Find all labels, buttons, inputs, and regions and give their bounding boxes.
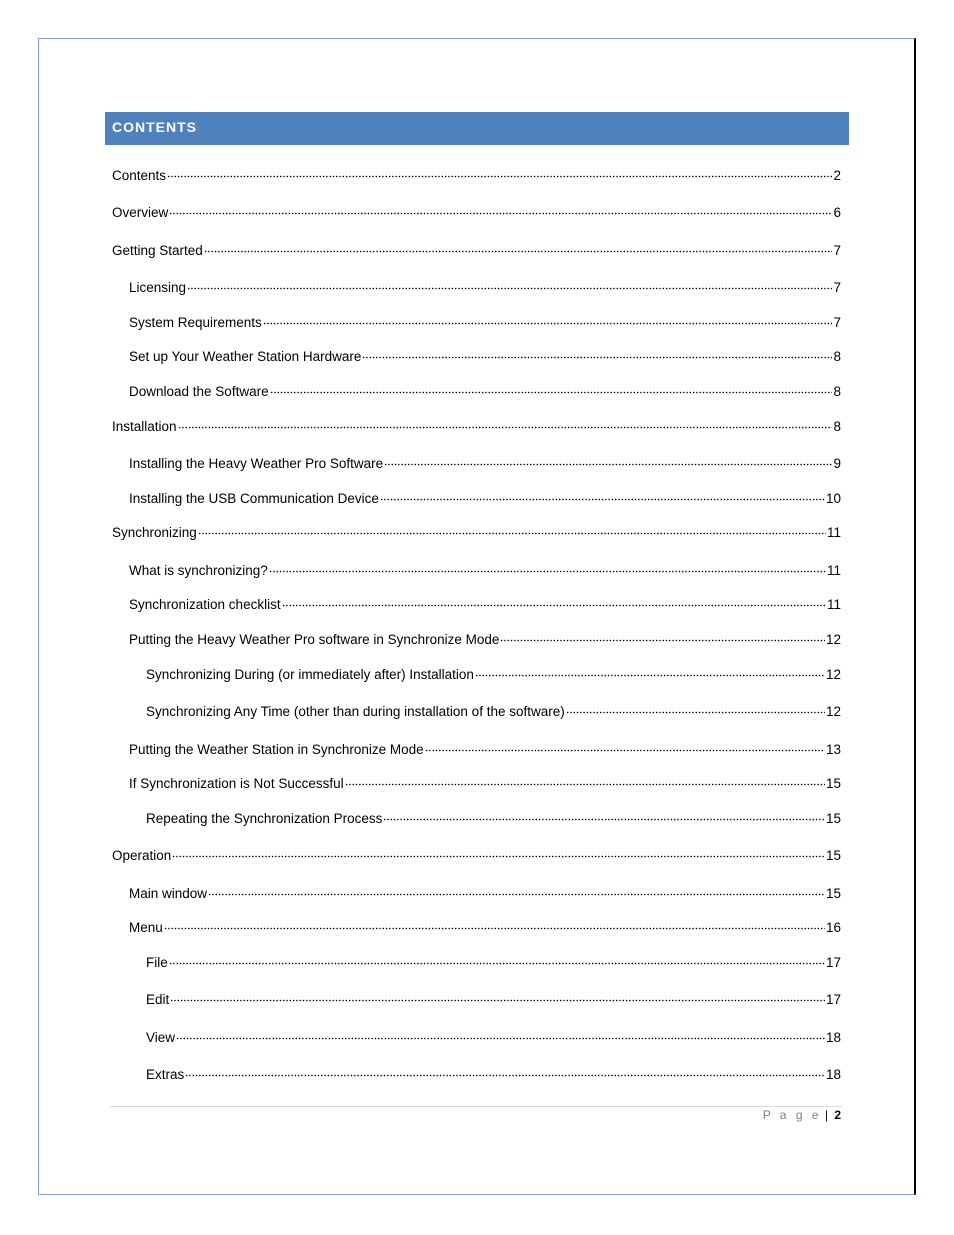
toc-entry-page-number: 11 bbox=[826, 563, 841, 578]
toc-entry[interactable] bbox=[146, 661, 841, 682]
toc-entry-page-number: 10 bbox=[825, 491, 841, 506]
toc-dot-leader bbox=[263, 309, 833, 327]
toc-entry[interactable] bbox=[129, 378, 841, 399]
toc-entry-title: Getting Started bbox=[112, 243, 203, 258]
toc-entry-page-number: 2 bbox=[833, 168, 841, 183]
toc-dot-leader bbox=[170, 986, 825, 1004]
toc-entry-page-number: 15 bbox=[825, 886, 841, 901]
toc-entry-title: Contents bbox=[112, 168, 167, 183]
footer-page-number: 2 bbox=[834, 1108, 841, 1122]
toc-dot-leader bbox=[198, 519, 826, 537]
toc-entry-page-number: 7 bbox=[833, 243, 841, 258]
toc-entry[interactable] bbox=[129, 274, 841, 295]
toc-entry[interactable] bbox=[129, 626, 841, 647]
toc-entry[interactable] bbox=[129, 557, 841, 578]
toc-entry[interactable] bbox=[129, 343, 841, 364]
toc-entry-title: Licensing bbox=[129, 280, 187, 295]
toc-entry[interactable] bbox=[129, 591, 841, 612]
contents-heading-bar bbox=[105, 112, 849, 145]
toc-entry-title: Synchronizing bbox=[112, 525, 197, 540]
toc-entry-page-number: 9 bbox=[833, 456, 841, 471]
toc-entry[interactable] bbox=[129, 309, 841, 330]
toc-entry-title: Installing the Heavy Weather Pro Software bbox=[129, 456, 384, 471]
toc-entry-title: Synchronizing Any Time (other than during installation of the software) bbox=[146, 704, 565, 719]
toc-entry-title: Main window bbox=[129, 886, 208, 901]
toc-entry[interactable] bbox=[146, 1024, 841, 1045]
toc-entry-page-number: 11 bbox=[826, 525, 841, 540]
toc-entry-page-number: 12 bbox=[825, 704, 841, 719]
toc-entry[interactable] bbox=[112, 199, 841, 220]
toc-entry-page-number: 6 bbox=[833, 205, 841, 220]
toc-entry[interactable] bbox=[146, 698, 841, 719]
toc-entry-title: File bbox=[146, 955, 168, 970]
toc-entry[interactable] bbox=[112, 519, 841, 540]
toc-entry[interactable] bbox=[112, 237, 841, 258]
toc-entry[interactable] bbox=[129, 770, 841, 791]
toc-dot-leader bbox=[362, 343, 832, 361]
toc-dot-leader bbox=[208, 880, 825, 898]
toc-dot-leader bbox=[269, 557, 826, 575]
toc-dot-leader bbox=[178, 413, 833, 431]
toc-dot-leader bbox=[475, 661, 825, 679]
toc-entry[interactable] bbox=[112, 413, 841, 434]
toc-entry-page-number: 12 bbox=[825, 667, 841, 682]
toc-dot-leader bbox=[169, 949, 825, 967]
toc-dot-leader bbox=[380, 485, 825, 503]
toc-entry[interactable] bbox=[129, 450, 841, 471]
toc-entry[interactable] bbox=[129, 736, 841, 757]
toc-dot-leader bbox=[500, 626, 825, 644]
toc-dot-leader bbox=[345, 770, 825, 788]
toc-entry-page-number: 16 bbox=[825, 920, 841, 935]
toc-entry-title: Repeating the Synchronization Process bbox=[146, 811, 383, 826]
toc-entry-page-number: 18 bbox=[825, 1030, 841, 1045]
toc-entry-title: Installing the USB Communication Device bbox=[129, 491, 379, 506]
toc-entry-title: Extras bbox=[146, 1067, 185, 1082]
toc-entry-title: Overview bbox=[112, 205, 169, 220]
toc-dot-leader bbox=[167, 162, 832, 180]
toc-entry-page-number: 11 bbox=[826, 597, 841, 612]
toc-entry[interactable] bbox=[146, 805, 841, 826]
toc-dot-leader bbox=[270, 378, 833, 396]
toc-entry-page-number: 13 bbox=[825, 742, 841, 757]
toc-entry[interactable] bbox=[129, 880, 841, 901]
toc-entry-page-number: 17 bbox=[825, 955, 841, 970]
toc-entry-title: Set up Your Weather Station Hardware bbox=[129, 349, 362, 364]
toc-dot-leader bbox=[176, 1024, 825, 1042]
toc-entry[interactable] bbox=[129, 485, 841, 506]
toc-entry-title: If Synchronization is Not Successful bbox=[129, 776, 344, 791]
toc-dot-leader bbox=[425, 736, 825, 754]
toc-entry-title: Download the Software bbox=[129, 384, 269, 399]
toc-entry-title: Edit bbox=[146, 992, 170, 1007]
toc-dot-leader bbox=[204, 237, 833, 255]
toc-entry-page-number: 15 bbox=[825, 776, 841, 791]
contents-heading: CONTENTS bbox=[112, 119, 197, 135]
toc-dot-leader bbox=[169, 199, 832, 217]
toc-entry-page-number: 7 bbox=[833, 315, 841, 330]
footer-divider bbox=[110, 1106, 842, 1107]
toc-entry-title: Menu bbox=[129, 920, 163, 935]
toc-entry[interactable] bbox=[146, 949, 841, 970]
toc-entry-title: Installation bbox=[112, 419, 177, 434]
toc-entry-page-number: 17 bbox=[825, 992, 841, 1007]
toc-entry-page-number: 12 bbox=[825, 632, 841, 647]
toc-entry-page-number: 8 bbox=[833, 384, 841, 399]
toc-dot-leader bbox=[282, 591, 826, 609]
toc-dot-leader bbox=[566, 698, 825, 716]
toc-entry[interactable] bbox=[112, 842, 841, 863]
footer-page-label: P a g e bbox=[762, 1108, 822, 1122]
toc-entry-page-number: 7 bbox=[833, 280, 841, 295]
toc-entry-title: Operation bbox=[112, 848, 172, 863]
toc-dot-leader bbox=[185, 1061, 825, 1079]
toc-entry[interactable] bbox=[146, 986, 841, 1007]
toc-dot-leader bbox=[187, 274, 832, 292]
toc-entry-page-number: 18 bbox=[825, 1067, 841, 1082]
page-footer bbox=[763, 1107, 841, 1123]
toc-entry[interactable] bbox=[146, 1061, 841, 1082]
toc-dot-leader bbox=[384, 450, 832, 468]
toc-entry-title: What is synchronizing? bbox=[129, 563, 268, 578]
toc-entry-title: System Requirements bbox=[129, 315, 262, 330]
toc-entry[interactable] bbox=[112, 162, 841, 183]
toc-dot-leader bbox=[172, 842, 825, 860]
toc-dot-leader bbox=[383, 805, 825, 823]
toc-entry-title: Synchronizing During (or immediately after) Installation bbox=[146, 667, 474, 682]
toc-dot-leader bbox=[164, 914, 825, 932]
toc-entry-title: Synchronization checklist bbox=[129, 597, 281, 612]
toc-entry-title: Putting the Heavy Weather Pro software in Synchronize Mode bbox=[129, 632, 500, 647]
toc-entry-page-number: 8 bbox=[833, 419, 841, 434]
toc-entry-title: View bbox=[146, 1030, 176, 1045]
toc-entry[interactable] bbox=[129, 914, 841, 935]
toc-entry-page-number: 15 bbox=[825, 811, 841, 826]
toc-entry-page-number: 8 bbox=[833, 349, 841, 364]
toc-entry-page-number: 15 bbox=[825, 848, 841, 863]
footer-separator: | bbox=[824, 1108, 828, 1122]
toc-entry-title: Putting the Weather Station in Synchronize Mode bbox=[129, 742, 424, 757]
